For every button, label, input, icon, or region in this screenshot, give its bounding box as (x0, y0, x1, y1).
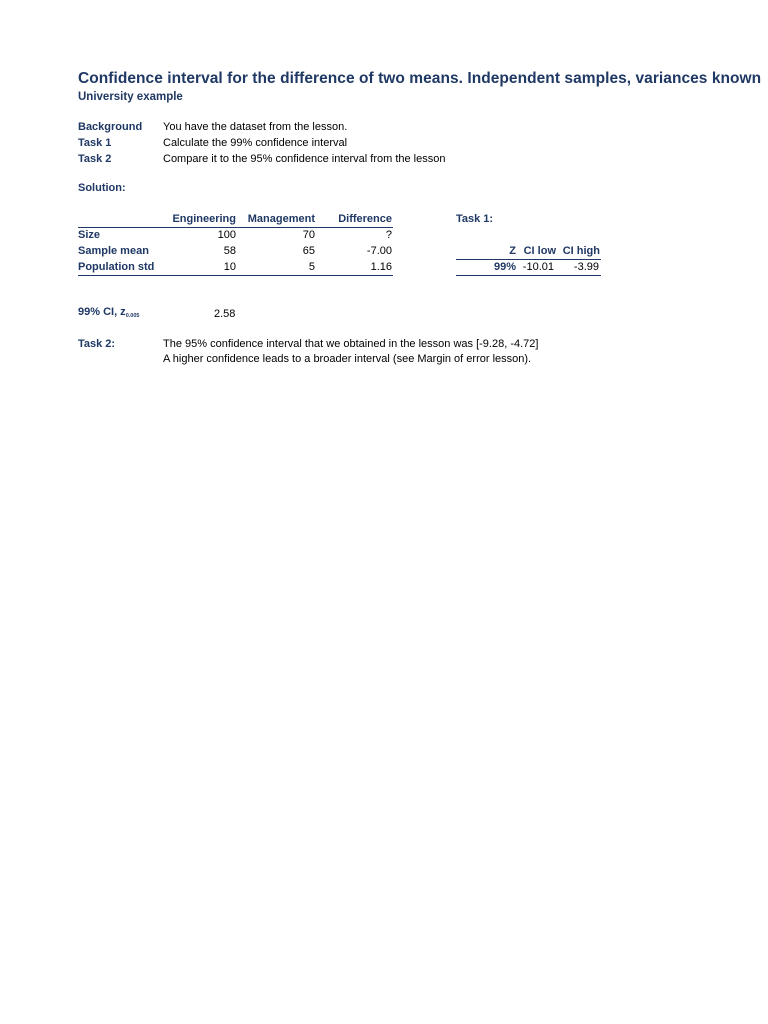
cell-size-difference: ? (385, 229, 392, 241)
background-label: Background (78, 121, 143, 133)
task1-text: Calculate the 99% confidence interval (163, 137, 348, 149)
z-label (78, 306, 139, 319)
cell-mean-engineering: 58 (223, 245, 236, 257)
row-label-population-std: Population std (78, 261, 155, 273)
header-management: Management (247, 213, 315, 225)
task1-result-label: Task 1: (456, 213, 494, 225)
task2-answer-line-2: A higher confidence leads to a broader interval (see Margin of error lesson). (163, 353, 532, 365)
page-subtitle: University example (78, 91, 183, 103)
cell-std-management: 5 (308, 261, 315, 273)
task1-bottom-rule (456, 275, 601, 276)
header-ci-low: CI low (523, 245, 556, 257)
table-bottom-rule (78, 275, 393, 276)
page-title: Confidence interval for the difference of two means. Independent samples, variances known (78, 70, 762, 87)
row-label-size: Size (78, 229, 101, 241)
header-z: Z (509, 245, 516, 257)
row-label-sample-mean: Sample mean (78, 245, 149, 257)
task2-label: Task 2 (78, 153, 112, 165)
solution-label: Solution: (78, 182, 126, 194)
task2-text: Compare it to the 95% confidence interval from the lesson (163, 153, 446, 165)
table-header-rule (78, 227, 393, 228)
task1-ci-high: -3.99 (573, 261, 599, 273)
z-value: 2.58 (214, 308, 236, 320)
cell-size-management: 70 (302, 229, 315, 241)
cell-size-engineering: 100 (217, 229, 236, 241)
z-label-subscript: 0.005 (125, 313, 140, 319)
task1-header-rule (456, 259, 601, 260)
task1-level: 99% (493, 261, 516, 273)
cell-mean-difference: -7.00 (366, 245, 392, 257)
task2-answer-label: Task 2: (78, 338, 116, 350)
header-difference: Difference (338, 213, 392, 225)
header-engineering: Engineering (172, 213, 236, 225)
cell-std-difference: 1.16 (370, 261, 392, 273)
cell-mean-management: 65 (302, 245, 315, 257)
task1-label: Task 1 (78, 137, 112, 149)
task2-answer-line-1: The 95% confidence interval that we obtained in the lesson was [-9.28, -4.72] (163, 338, 539, 350)
task1-ci-low: -10.01 (522, 261, 554, 273)
z-label-main: 99% CI, z (78, 306, 126, 318)
cell-std-engineering: 10 (223, 261, 236, 273)
background-text: You have the dataset from the lesson. (163, 121, 348, 133)
header-ci-high: CI high (562, 245, 600, 257)
